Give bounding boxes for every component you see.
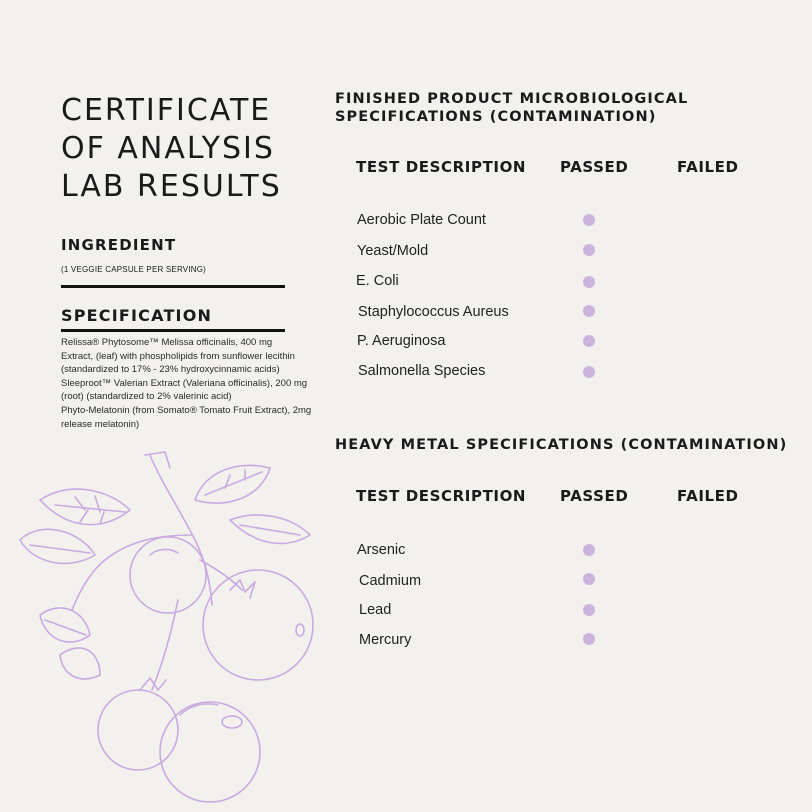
specification-text	[61, 336, 323, 431]
divider	[61, 285, 285, 288]
spec-line: (standardized to 17% - 23% hydroxycinnamic acids)	[61, 364, 280, 376]
heavy-metal-section-heading: HEAVY METAL SPECIFICATIONS (CONTAMINATION)	[335, 437, 788, 453]
ingredient-heading: INGREDIENT	[61, 236, 177, 254]
page-title	[61, 92, 321, 206]
tomato-branch-illustration	[0, 440, 330, 812]
spec-line: Relissa® Phytosome™ Melissa officinalis, 400 mg	[61, 337, 273, 348]
heavy-col-passed: PASSED	[560, 487, 629, 505]
heavy-row-label: Mercury	[359, 632, 412, 648]
title-line: LAB RESULTS	[61, 169, 282, 204]
heavy-col-test-description: TEST DESCRIPTION	[356, 487, 527, 505]
passed-dot	[583, 573, 595, 585]
heavy-row-label: Arsenic	[357, 542, 406, 558]
spec-line: Extract, (leaf) with phospholipids from sunflower lecithin	[61, 350, 295, 362]
micro-section-heading	[335, 90, 688, 126]
micro-col-test-description: TEST DESCRIPTION	[356, 158, 527, 176]
heavy-row-label: Cadmium	[359, 573, 422, 589]
title-line: OF ANALYSIS	[61, 131, 275, 166]
spec-line: release melatonin)	[61, 418, 140, 430]
passed-dot	[583, 335, 595, 347]
specification-heading: SPECIFICATION	[61, 306, 213, 325]
passed-dot	[583, 276, 595, 288]
spec-line: Phyto-Melatonin (from Somato® Tomato Fruit Extract), 2mg	[61, 404, 312, 416]
micro-row-label: Yeast/Mold	[357, 243, 429, 259]
passed-dot	[583, 305, 595, 317]
passed-dot	[583, 544, 595, 556]
passed-dot	[583, 214, 595, 226]
title-line: CERTIFICATE	[61, 93, 272, 128]
micro-row-label: Salmonella Species	[358, 363, 486, 379]
passed-dot	[583, 366, 595, 378]
micro-col-passed: PASSED	[560, 158, 629, 176]
passed-dot	[583, 244, 595, 256]
micro-row-label: Staphylococcus Aureus	[358, 304, 509, 320]
passed-dot	[583, 633, 595, 645]
micro-row-label: P. Aeruginosa	[357, 333, 446, 349]
heavy-row-label: Lead	[359, 602, 392, 618]
passed-dot	[583, 604, 595, 616]
heading-line: FINISHED PRODUCT MICROBIOLOGICAL	[335, 91, 689, 107]
ingredient-note: (1 VEGGIE CAPSULE PER SERVING)	[61, 265, 207, 274]
spec-line: Sleeproot™ Valerian Extract (Valeriana officinalis), 200 mg	[61, 377, 308, 389]
spec-line: (root) (standardized to 2% valerinic acid)	[61, 391, 232, 403]
micro-row-label: E. Coli	[356, 273, 399, 289]
micro-col-failed: FAILED	[677, 158, 739, 176]
divider	[61, 329, 285, 332]
heavy-col-failed: FAILED	[677, 487, 739, 505]
micro-row-label: Aerobic Plate Count	[357, 212, 486, 228]
heading-line: SPECIFICATIONS (CONTAMINATION)	[335, 109, 657, 125]
